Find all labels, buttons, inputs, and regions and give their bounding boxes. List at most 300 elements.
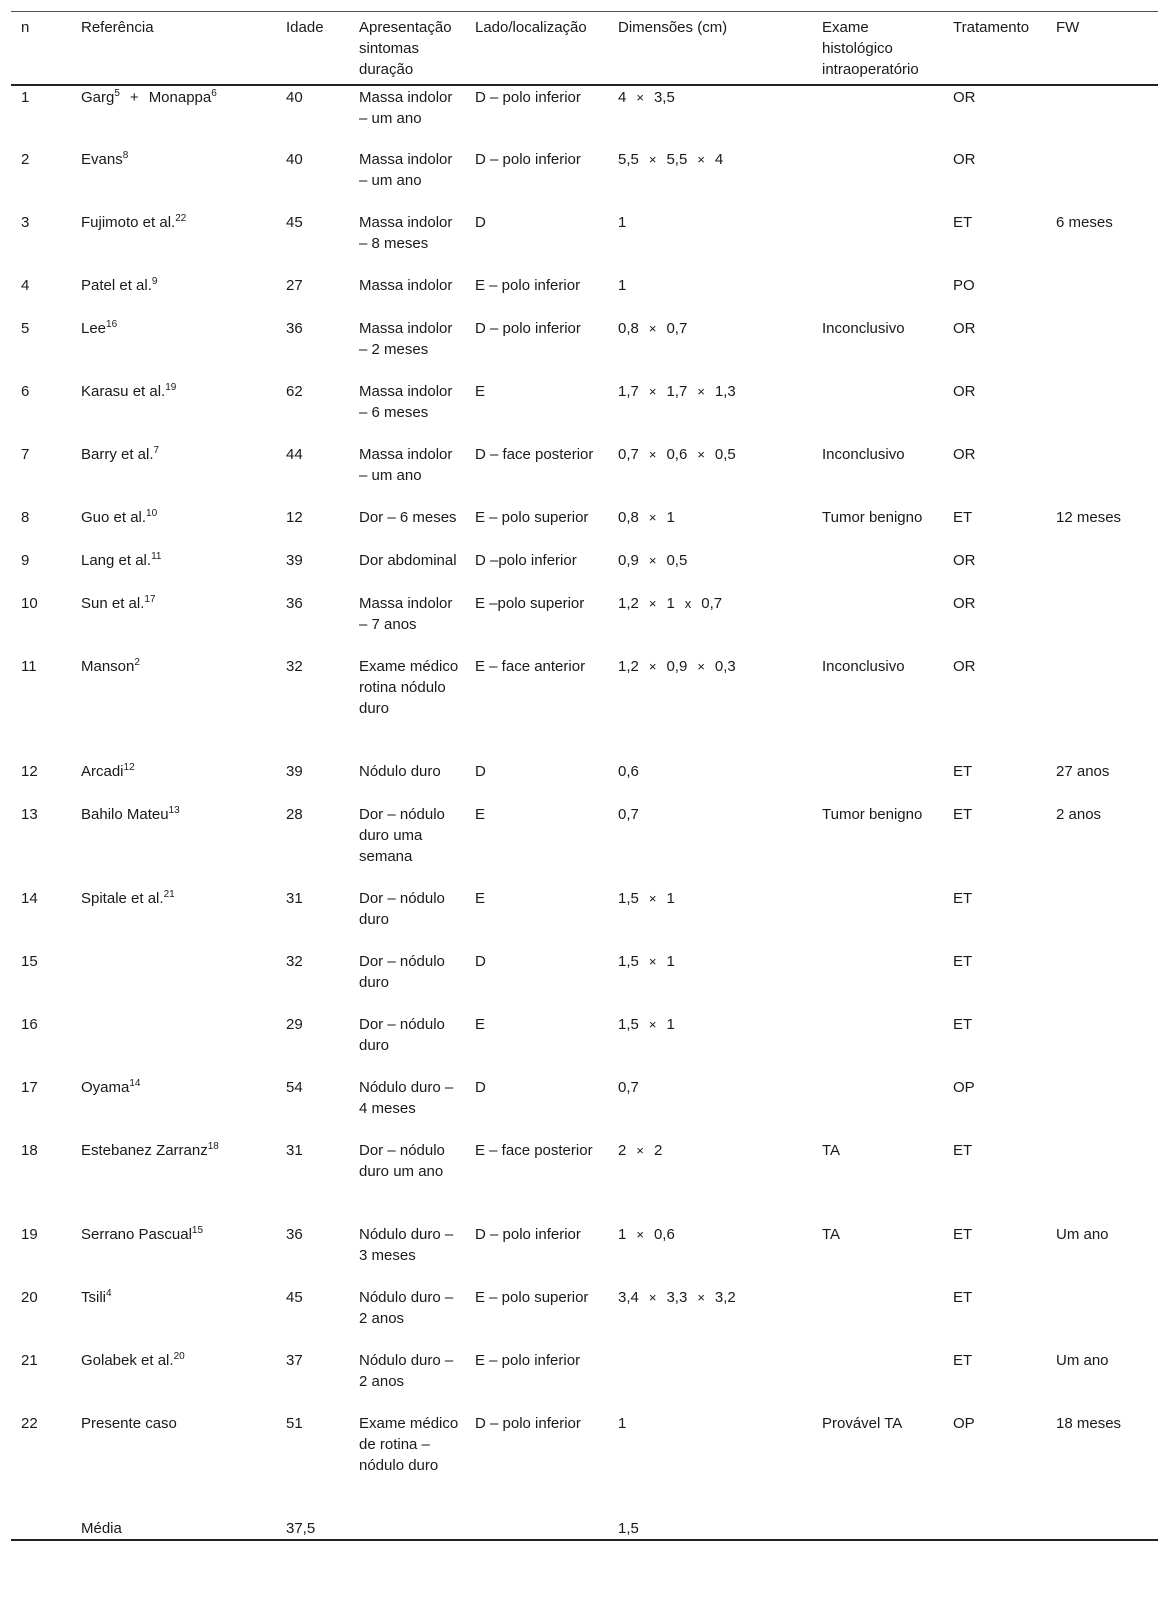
dim-times: × xyxy=(648,891,657,906)
cell-referencia xyxy=(71,887,276,950)
dim-times: × xyxy=(648,553,657,568)
cell-n: 19 xyxy=(21,1226,38,1243)
cell-fw: Um ano xyxy=(1056,1352,1109,1369)
cell-referencia xyxy=(71,1139,276,1223)
dim-value: 3,5 xyxy=(653,89,675,106)
ref-name: Serrano Pascual xyxy=(81,1226,192,1243)
dim-value: 1,7 xyxy=(666,383,688,400)
cell-tratamento: OP xyxy=(953,1415,975,1432)
ref-citation: 12 xyxy=(123,762,135,773)
dim-value: 0,6 xyxy=(666,446,688,463)
cell-apresentacao: Exame médico de rotina – nódulo duro xyxy=(359,1415,459,1474)
ref-citation: 7 xyxy=(153,445,160,456)
cell-apresentacao: Massa indolor – um ano xyxy=(359,446,453,484)
dim-times: × xyxy=(636,90,644,105)
cell-n: 6 xyxy=(21,383,30,400)
ref-name: Bahilo Mateu xyxy=(81,806,169,823)
ref-citation: 19 xyxy=(165,382,177,393)
dim-times: x xyxy=(684,596,692,611)
cell-lado: E xyxy=(475,1016,486,1033)
cell-n: 1 xyxy=(21,89,30,106)
table-body xyxy=(11,85,1158,1540)
cell-apresentacao: Dor – nódulo duro uma semana xyxy=(359,806,445,865)
cell-exame: Inconclusivo xyxy=(822,446,905,463)
cell-tratamento: OR xyxy=(953,658,976,675)
header-idade: Idade xyxy=(286,19,324,36)
header-fw: FW xyxy=(1056,19,1080,36)
cell-lado: D xyxy=(475,214,486,231)
cell-lado: D xyxy=(475,763,486,780)
cell-lado xyxy=(465,1517,608,1540)
cell-tratamento: ET xyxy=(953,763,973,780)
cell-exame: Inconclusivo xyxy=(822,658,905,675)
cell-referencia xyxy=(71,1076,276,1139)
ref-citation: 5 xyxy=(114,88,120,99)
table-row xyxy=(11,803,1158,887)
dim-times: × xyxy=(648,447,657,462)
cell-lado: E – face posterior xyxy=(475,1142,593,1159)
dim-times: × xyxy=(697,659,705,674)
cell-lado: D – polo inferior xyxy=(475,1415,581,1432)
cell-referencia xyxy=(71,211,276,274)
cell-n: 11 xyxy=(21,658,37,675)
cell-tratamento: OR xyxy=(953,595,976,612)
cell-n: 4 xyxy=(21,277,30,294)
cell-fw xyxy=(1046,1013,1158,1076)
cell-lado: E xyxy=(475,383,486,400)
cell-lado: E – polo inferior xyxy=(475,277,581,294)
cell-dimensoes xyxy=(608,760,812,803)
cell-tratamento: OR xyxy=(953,320,976,337)
ref-name: Spitale et al. xyxy=(81,890,164,907)
cell-fw xyxy=(1046,85,1158,148)
dim-times: × xyxy=(697,152,705,167)
cell-dimensoes xyxy=(608,655,812,760)
table-row xyxy=(11,506,1158,549)
cell-dimensoes xyxy=(608,1349,812,1412)
header-exame: Exame histológico intraoperatório xyxy=(822,19,919,78)
cell-fw xyxy=(1046,950,1158,1013)
cell-tratamento: OR xyxy=(953,89,976,106)
cell-n: 3 xyxy=(21,214,30,231)
cell-fw xyxy=(1046,549,1158,592)
ref-citation: 4 xyxy=(106,1288,112,1299)
cell-apresentacao: Massa indolor – 7 anos xyxy=(359,595,453,633)
cell-lado: D – polo inferior xyxy=(475,1226,581,1243)
cell-lado: D – polo inferior xyxy=(475,89,581,106)
cell-dimensoes xyxy=(608,592,812,655)
table-row xyxy=(11,1139,1158,1223)
dim-times: × xyxy=(697,1290,705,1305)
cell-idade: 28 xyxy=(286,806,303,823)
cell-n: 9 xyxy=(21,552,30,569)
cell-idade: 37,5 xyxy=(286,1520,316,1537)
cell-exame xyxy=(812,1076,943,1139)
cell-fw: 27 anos xyxy=(1056,763,1110,780)
table-row xyxy=(11,1286,1158,1349)
cell-exame xyxy=(812,1013,943,1076)
ref-citation: 17 xyxy=(144,594,156,605)
ref-name: Patel et al. xyxy=(81,277,152,294)
table-row xyxy=(11,148,1158,211)
cell-lado: D xyxy=(475,1079,486,1096)
cell-dimensoes xyxy=(608,506,812,549)
header-apresentacao: Apresentação sintomas duração xyxy=(359,19,452,78)
cell-idade: 51 xyxy=(286,1415,303,1432)
cell-referencia xyxy=(71,655,276,760)
cell-idade: 40 xyxy=(286,89,303,106)
ref-name: Lang et al. xyxy=(81,552,152,569)
ref-name: Arcadi xyxy=(81,763,124,780)
cell-apresentacao: Nódulo duro – 2 anos xyxy=(359,1289,454,1327)
dim-times: × xyxy=(648,321,657,336)
cell-fw xyxy=(1046,380,1158,443)
cell-referencia xyxy=(71,506,276,549)
cell-dimensoes xyxy=(608,950,812,1013)
dim-value: 1,5 xyxy=(618,1016,639,1033)
ref-name: Manson xyxy=(81,658,135,675)
dim-value: 1 xyxy=(666,1016,675,1033)
cell-idade: 45 xyxy=(286,214,303,231)
cell-n: 8 xyxy=(21,509,30,526)
cell-exame: Tumor benigno xyxy=(822,806,923,823)
cell-tratamento: ET xyxy=(953,890,973,907)
cell-tratamento: ET xyxy=(953,1016,973,1033)
table-row xyxy=(11,760,1158,803)
table-row xyxy=(11,1349,1158,1412)
cell-apresentacao: Massa indolor – 8 meses xyxy=(359,214,453,252)
cell-fw xyxy=(1046,887,1158,950)
cell-referencia xyxy=(71,1412,276,1517)
cell-dimensoes xyxy=(608,803,812,887)
cell-n: 14 xyxy=(21,890,38,907)
cell-idade: 32 xyxy=(286,658,303,675)
ref-name: Estebanez Zarranz xyxy=(81,1142,208,1159)
cell-fw xyxy=(1046,1517,1158,1540)
cell-dimensoes xyxy=(608,380,812,443)
dim-value: 2 xyxy=(653,1142,663,1159)
dim-value: 1 xyxy=(618,1226,627,1243)
dim-value: 1,5 xyxy=(618,1520,639,1537)
dim-value: 2 xyxy=(618,1142,627,1159)
cell-dimensoes xyxy=(608,443,812,506)
cell-n: 18 xyxy=(21,1142,38,1159)
cell-exame xyxy=(812,760,943,803)
cell-apresentacao: Dor – nódulo duro xyxy=(359,953,445,991)
cell-apresentacao: Nódulo duro – 4 meses xyxy=(359,1079,454,1117)
dim-value: 1,7 xyxy=(618,383,639,400)
cell-lado: D – polo inferior xyxy=(475,151,581,168)
cell-fw xyxy=(1046,148,1158,211)
cell-tratamento: ET xyxy=(953,806,973,823)
dim-value: 3,2 xyxy=(714,1289,736,1306)
cell-dimensoes xyxy=(608,1013,812,1076)
cell-exame xyxy=(812,950,943,1013)
cell-exame xyxy=(812,1517,943,1540)
dim-value: 1,5 xyxy=(618,890,639,907)
cell-referencia xyxy=(71,443,276,506)
cell-idade: 36 xyxy=(286,595,303,612)
cell-idade: 45 xyxy=(286,1289,303,1306)
cell-referencia xyxy=(71,380,276,443)
table-header-row xyxy=(11,12,1158,86)
cell-n: 22 xyxy=(21,1415,38,1432)
cell-n: 16 xyxy=(21,1016,38,1033)
dim-value: 0,9 xyxy=(618,552,639,569)
dim-times: × xyxy=(648,152,657,167)
cell-exame xyxy=(812,1349,943,1412)
ref-name: Karasu et al. xyxy=(81,383,166,400)
cell-exame xyxy=(812,549,943,592)
cell-exame: TA xyxy=(822,1226,841,1243)
cell-fw: Um ano xyxy=(1056,1226,1109,1243)
cell-dimensoes xyxy=(608,1517,812,1540)
cell-dimensoes xyxy=(608,1286,812,1349)
ref-citation: 2 xyxy=(134,657,140,668)
cell-lado: E –polo superior xyxy=(475,595,585,612)
cell-referencia xyxy=(71,274,276,317)
table-row xyxy=(11,317,1158,380)
cell-dimensoes xyxy=(608,274,812,317)
ref-citation: 13 xyxy=(168,805,180,816)
dim-value: 1 xyxy=(666,953,675,970)
cell-idade: 37 xyxy=(286,1352,303,1369)
cell-lado: D xyxy=(475,953,486,970)
ref-name: Lee xyxy=(81,320,107,337)
cell-n xyxy=(11,1517,71,1540)
cell-fw xyxy=(1046,1139,1158,1223)
cell-apresentacao: Dor – nódulo duro um ano xyxy=(359,1142,445,1180)
ref-name: Barry et al. xyxy=(81,446,154,463)
cell-tratamento: OR xyxy=(953,446,976,463)
cell-tratamento: ET xyxy=(953,1289,973,1306)
table-row xyxy=(11,1223,1158,1286)
dim-value: 1,3 xyxy=(714,383,736,400)
dim-value: 0,8 xyxy=(618,320,639,337)
ref-citation: 22 xyxy=(175,213,187,224)
cell-fw: 18 meses xyxy=(1056,1415,1122,1432)
cell-dimensoes xyxy=(608,1412,812,1517)
cell-idade: 32 xyxy=(286,953,303,970)
dim-times: × xyxy=(697,384,705,399)
dim-value: 1 xyxy=(666,890,675,907)
cell-apresentacao: Massa indolor – 6 meses xyxy=(359,383,453,421)
dim-value: 1,2 xyxy=(618,658,639,675)
cell-apresentacao xyxy=(349,1517,465,1540)
cell-apresentacao: Dor – nódulo duro xyxy=(359,1016,445,1054)
cell-lado: E – polo inferior xyxy=(475,1352,581,1369)
cell-exame: Provável TA xyxy=(822,1415,903,1432)
cell-idade: 44 xyxy=(286,446,303,463)
dim-times: × xyxy=(697,447,705,462)
ref-citation: 20 xyxy=(173,1351,185,1362)
cell-apresentacao: Nódulo duro – 3 meses xyxy=(359,1226,454,1264)
cell-referencia xyxy=(71,1517,276,1540)
ref-name: Fujimoto et al. xyxy=(81,214,176,231)
case-table xyxy=(11,11,1158,1541)
cell-idade: 36 xyxy=(286,320,303,337)
cell-n: 20 xyxy=(21,1289,38,1306)
dim-value: 0,7 xyxy=(666,320,688,337)
ref-citation: 9 xyxy=(151,276,158,287)
cell-idade: 12 xyxy=(286,509,303,526)
table-row xyxy=(11,950,1158,1013)
cell-n: 13 xyxy=(21,806,38,823)
cell-lado: E – polo superior xyxy=(475,1289,589,1306)
dim-value: 0,3 xyxy=(714,658,736,675)
cell-fw xyxy=(1046,274,1158,317)
ref-citation: 8 xyxy=(122,150,129,161)
dim-value: 4 xyxy=(714,151,724,168)
dim-times: × xyxy=(636,1227,644,1242)
cell-tratamento: PO xyxy=(953,277,975,294)
dim-value: 3,4 xyxy=(618,1289,639,1306)
cell-apresentacao: Dor – 6 meses xyxy=(359,509,457,526)
cell-idade: 62 xyxy=(286,383,303,400)
cell-dimensoes xyxy=(608,317,812,380)
dim-value: 0,7 xyxy=(701,595,723,612)
cell-fw: 6 meses xyxy=(1056,214,1113,231)
cell-apresentacao: Dor abdominal xyxy=(359,552,457,569)
cell-n: 2 xyxy=(21,151,30,168)
cell-tratamento: ET xyxy=(953,1352,973,1369)
cell-lado: D – polo inferior xyxy=(475,320,581,337)
cell-n: 10 xyxy=(21,595,38,612)
cell-referencia xyxy=(71,1013,276,1076)
header-lado: Lado/localização xyxy=(475,19,587,36)
table-row xyxy=(11,1013,1158,1076)
ref-citation: 10 xyxy=(146,508,158,519)
cell-referencia xyxy=(71,148,276,211)
cell-dimensoes xyxy=(608,85,812,148)
cell-dimensoes xyxy=(608,1139,812,1223)
cell-idade: 27 xyxy=(286,277,303,294)
table-row xyxy=(11,1412,1158,1517)
cell-exame xyxy=(812,592,943,655)
cell-idade: 39 xyxy=(286,763,303,780)
dim-times: × xyxy=(648,1290,657,1305)
table-row xyxy=(11,549,1158,592)
dim-value: 0,5 xyxy=(666,552,688,569)
table-row xyxy=(11,274,1158,317)
dim-value: 0,9 xyxy=(666,658,688,675)
cell-tratamento: ET xyxy=(953,1142,973,1159)
dim-value: 1 xyxy=(666,509,675,526)
cell-apresentacao: Dor – nódulo duro xyxy=(359,890,445,928)
cell-referencia xyxy=(71,1223,276,1286)
dim-times: × xyxy=(648,510,657,525)
ref-citation: 6 xyxy=(211,88,217,99)
cell-apresentacao: Exame médico rotina nódulo duro xyxy=(359,658,459,717)
ref-citation: 18 xyxy=(207,1141,219,1152)
header-n: n xyxy=(21,19,30,36)
cell-idade: 31 xyxy=(286,890,303,907)
cell-idade: 31 xyxy=(286,1142,303,1159)
ref-citation: 14 xyxy=(129,1078,141,1089)
ref-name: Tsili xyxy=(81,1289,106,1306)
ref-citation: 15 xyxy=(191,1225,204,1236)
cell-n: 12 xyxy=(21,763,38,780)
dim-value: 1 xyxy=(618,1415,627,1432)
cell-n: 5 xyxy=(21,320,30,337)
cell-fw xyxy=(1046,443,1158,506)
cell-lado: E – face anterior xyxy=(475,658,586,675)
cell-lado: E xyxy=(475,806,486,823)
table-row xyxy=(11,1076,1158,1139)
dim-value: 1 xyxy=(618,214,627,231)
cell-tratamento: OP xyxy=(953,1079,975,1096)
ref-citation: 21 xyxy=(163,889,175,900)
cell-n: 7 xyxy=(21,446,30,463)
cell-referencia xyxy=(71,950,276,1013)
dim-value: 0,7 xyxy=(618,446,639,463)
cell-exame xyxy=(812,274,943,317)
cell-dimensoes xyxy=(608,887,812,950)
cell-exame xyxy=(812,887,943,950)
dim-times: × xyxy=(648,596,657,611)
dim-value: 5,5 xyxy=(666,151,688,168)
cell-exame xyxy=(812,211,943,274)
cell-idade: 36 xyxy=(286,1226,303,1243)
cell-dimensoes xyxy=(608,1076,812,1139)
ref-name: Garg xyxy=(81,89,115,106)
dim-value: 0,7 xyxy=(618,806,639,823)
dim-value: 0,8 xyxy=(618,509,639,526)
cell-referencia xyxy=(71,317,276,380)
cell-fw xyxy=(1046,1286,1158,1349)
ref-name: Presente caso xyxy=(81,1415,177,1432)
dim-value: 1 xyxy=(666,595,675,612)
cell-idade: 29 xyxy=(286,1016,303,1033)
dim-value: 0,5 xyxy=(714,446,736,463)
cell-fw xyxy=(1046,1076,1158,1139)
dim-times: × xyxy=(648,954,657,969)
cell-fw xyxy=(1046,655,1158,760)
cell-referencia xyxy=(71,803,276,887)
cell-apresentacao: Nódulo duro xyxy=(359,763,441,780)
dim-times: × xyxy=(648,659,657,674)
cell-tratamento: ET xyxy=(953,509,973,526)
table-row xyxy=(11,655,1158,760)
cell-exame xyxy=(812,148,943,211)
dim-value: 0,6 xyxy=(618,763,639,780)
cell-exame: Inconclusivo xyxy=(822,320,905,337)
table-row xyxy=(11,211,1158,274)
cell-referencia xyxy=(71,592,276,655)
header-dimensoes: Dimensões (cm) xyxy=(618,19,728,36)
cell-lado: D – face posterior xyxy=(475,446,594,463)
dim-value: 5,5 xyxy=(618,151,639,168)
dim-value: 0,6 xyxy=(653,1226,675,1243)
cell-fw: 2 anos xyxy=(1056,806,1102,823)
table-row xyxy=(11,443,1158,506)
ref-name: Guo et al. xyxy=(81,509,147,526)
dim-value: 1,2 xyxy=(618,595,639,612)
cell-tratamento: ET xyxy=(953,214,973,231)
cell-n: 15 xyxy=(21,953,38,970)
cell-lado: E – polo superior xyxy=(475,509,589,526)
dim-value: 1,5 xyxy=(618,953,639,970)
cell-fw: 12 meses xyxy=(1056,509,1122,526)
ref-name: Sun et al. xyxy=(81,595,145,612)
cell-idade: 40 xyxy=(286,151,303,168)
cell-tratamento: OR xyxy=(953,552,976,569)
cell-fw xyxy=(1046,592,1158,655)
cell-lado: D –polo inferior xyxy=(475,552,577,569)
cell-dimensoes xyxy=(608,148,812,211)
cell-referencia xyxy=(71,1349,276,1412)
cell-referencia xyxy=(71,549,276,592)
